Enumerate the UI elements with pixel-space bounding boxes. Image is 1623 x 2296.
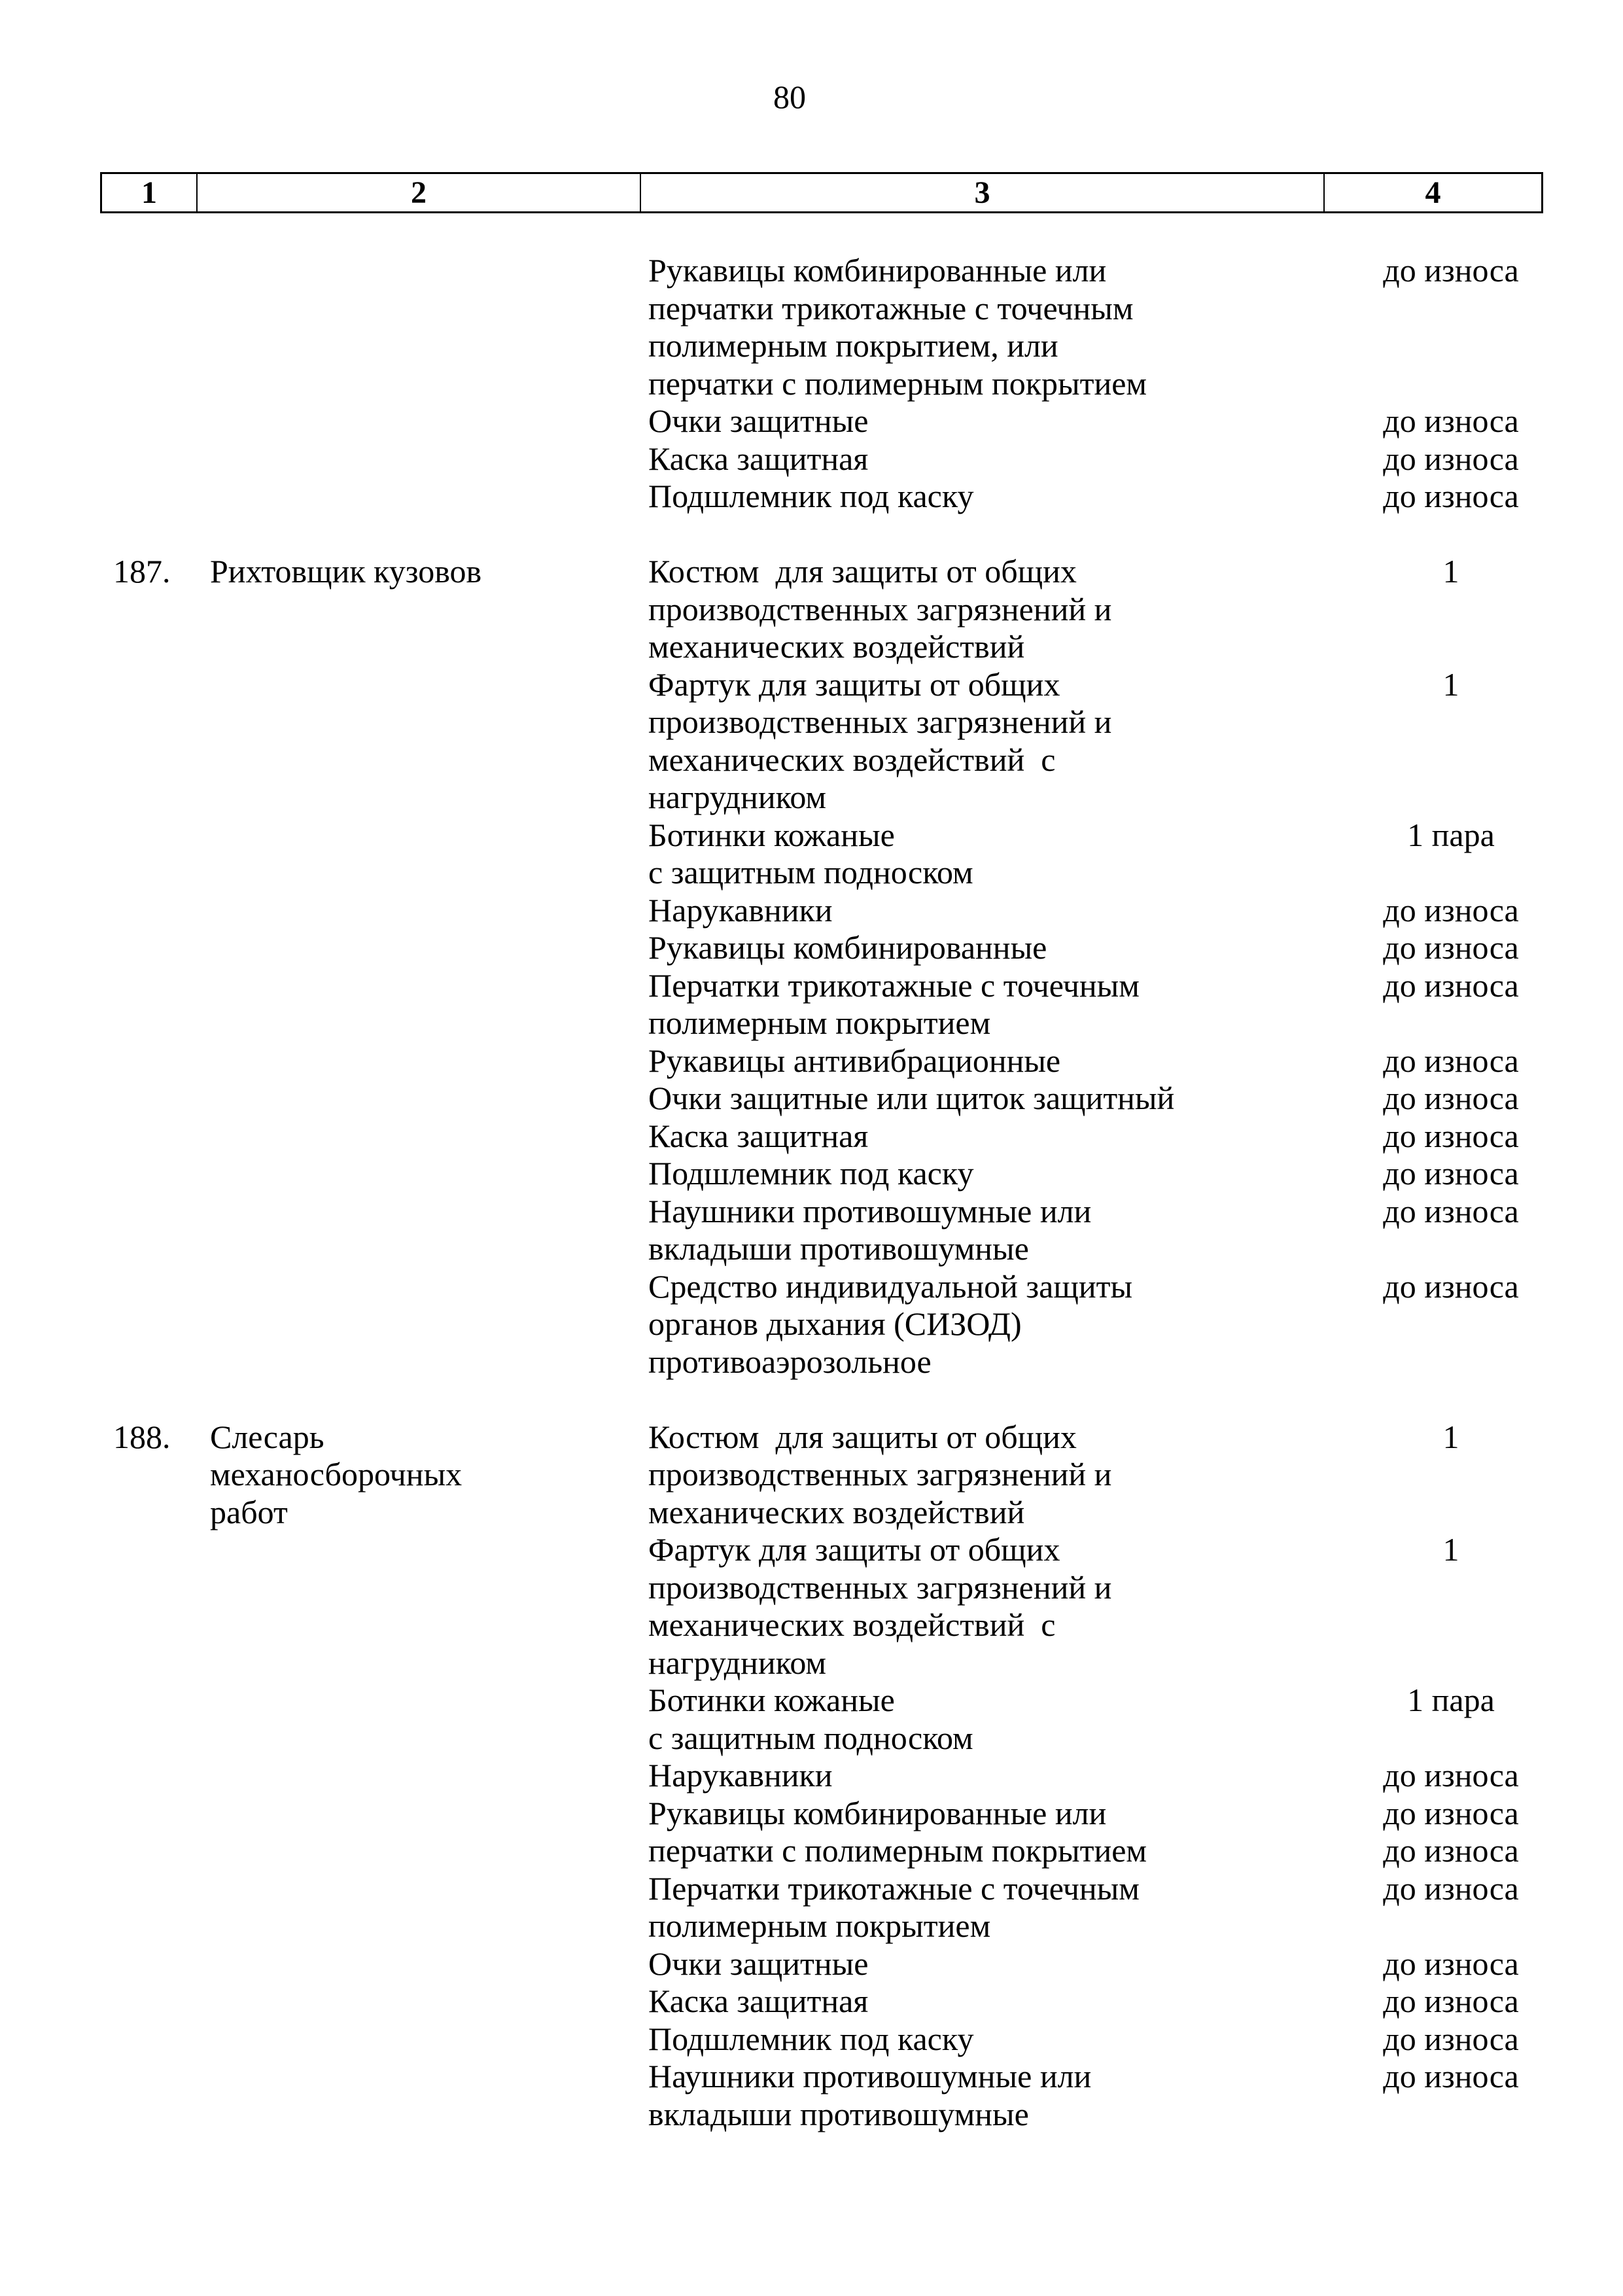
ppe-quantity: до износа	[1383, 929, 1519, 966]
ppe-item-text: перчатки трикотажные с точечным	[648, 289, 1134, 327]
ppe-item-text: Ботинки кожаные	[648, 816, 895, 853]
ppe-item-text: перчатки с полимерным покрытием	[648, 364, 1147, 402]
ppe-quantity: 1	[1442, 1418, 1459, 1455]
ppe-item-text: Подшлемник под каску	[648, 478, 974, 514]
profession-name: работ	[210, 1493, 288, 1530]
ppe-item-text: Рукавицы комбинированные	[648, 929, 1047, 966]
ppe-quantity: до износа	[1383, 1267, 1519, 1305]
ppe-item-text: полимерным покрытием	[648, 1907, 991, 1944]
ppe-quantity: до износа	[1383, 1757, 1519, 1793]
ppe-item-text: с защитным подноском	[648, 1719, 973, 1756]
profession-name: Рихтовщик кузовов	[210, 553, 482, 590]
ppe-quantity: до износа	[1383, 478, 1519, 514]
ppe-item-text: Каска защитная	[648, 1983, 869, 2019]
ppe-item-text: Нарукавники	[648, 891, 833, 928]
ppe-quantity: до износа	[1383, 1042, 1519, 1079]
ppe-item-text: механических воздействий	[648, 628, 1025, 665]
ppe-quantity: 1 пара	[1407, 816, 1495, 853]
ppe-quantity: 1	[1442, 553, 1459, 590]
ppe-item-text: Очки защитные	[648, 402, 869, 439]
ppe-quantity: до износа	[1383, 1983, 1519, 2019]
ppe-item-text: с защитным подноском	[648, 854, 973, 891]
ppe-item-text: полимерным покрытием	[648, 1004, 991, 1041]
ppe-quantity: до износа	[1383, 402, 1519, 439]
ppe-item-text: Средство индивидуальной защиты	[648, 1267, 1133, 1305]
ppe-item-text: Костюм для защиты от общих	[648, 1418, 1077, 1455]
ppe-item-text: вкладыши противошумные	[648, 2095, 1029, 2132]
ppe-quantity: до износа	[1383, 252, 1519, 289]
item-number: 187.	[113, 553, 171, 590]
ppe-item-text: нагрудником	[648, 779, 827, 815]
ppe-item-text: перчатки с полимерным покрытием	[648, 1832, 1147, 1869]
ppe-quantity: до износа	[1383, 966, 1519, 1004]
ppe-quantity: до износа	[1383, 1117, 1519, 1154]
table-header-row	[100, 172, 1543, 213]
ppe-item-text: производственных загрязнений и	[648, 1456, 1112, 1492]
ppe-item-text: Подшлемник под каску	[648, 1155, 974, 1192]
ppe-item-text: производственных загрязнений и	[648, 703, 1112, 740]
header-col-3: 3	[641, 174, 1325, 211]
header-col-4: 4	[1425, 175, 1441, 210]
item-number: 188.	[113, 1418, 171, 1455]
ppe-item-text: Подшлемник под каску	[648, 2020, 974, 2057]
ppe-item-text: Рукавицы антивибрационные	[648, 1042, 1061, 1079]
ppe-item-text: противоаэрозольное	[648, 1343, 932, 1380]
ppe-item-text: нагрудником	[648, 1644, 827, 1681]
ppe-item-text: механических воздействий с	[648, 1606, 1056, 1643]
ppe-quantity: до износа	[1383, 1869, 1519, 1907]
ppe-item-text: Перчатки трикотажные с точечным	[648, 1869, 1140, 1907]
ppe-item-text: Наушники противошумные или	[648, 2058, 1092, 2094]
ppe-quantity: до износа	[1383, 440, 1519, 477]
ppe-quantity: до износа	[1383, 1192, 1519, 1229]
ppe-item-text: механических воздействий	[648, 1493, 1025, 1530]
ppe-item-text: Очки защитные или щиток защитный	[648, 1080, 1175, 1116]
ppe-item-text: Рукавицы комбинированные или	[648, 252, 1107, 289]
header-col-2: 2	[198, 174, 641, 211]
ppe-item-text: производственных загрязнений и	[648, 1568, 1112, 1606]
ppe-item-text: Каска защитная	[648, 440, 869, 477]
ppe-quantity: 1	[1442, 665, 1459, 703]
ppe-quantity: до износа	[1383, 1832, 1519, 1869]
ppe-item-text: Ботинки кожаные	[648, 1682, 895, 1718]
ppe-quantity: до износа	[1383, 1794, 1519, 1831]
ppe-quantity: до износа	[1383, 891, 1519, 928]
ppe-item-text: Очки защитные	[648, 1945, 869, 1982]
page-number: 80	[773, 79, 806, 115]
profession-name: механосборочных	[210, 1456, 462, 1492]
ppe-item-text: полимерным покрытием, или	[648, 327, 1058, 364]
ppe-quantity: 1	[1442, 1531, 1459, 1568]
ppe-quantity: до износа	[1383, 1080, 1519, 1116]
ppe-quantity: до износа	[1383, 2020, 1519, 2057]
ppe-quantity: до износа	[1383, 1945, 1519, 1982]
ppe-item-text: Нарукавники	[648, 1757, 833, 1793]
ppe-item-text: механических воздействий с	[648, 741, 1056, 778]
ppe-item-text: Наушники противошумные или	[648, 1192, 1092, 1229]
ppe-item-text: производственных загрязнений и	[648, 590, 1112, 627]
ppe-item-text: Каска защитная	[648, 1117, 869, 1154]
ppe-item-text: Фартук для защиты от общих	[648, 665, 1060, 703]
ppe-item-text: Рукавицы комбинированные или	[648, 1794, 1107, 1831]
ppe-item-text: Костюм для защиты от общих	[648, 553, 1077, 590]
header-col-1: 1	[102, 174, 198, 211]
ppe-item-text: Перчатки трикотажные с точечным	[648, 966, 1140, 1004]
ppe-quantity: до износа	[1383, 2058, 1519, 2094]
ppe-item-text: Фартук для защиты от общих	[648, 1531, 1060, 1568]
profession-name: Слесарь	[210, 1418, 324, 1455]
ppe-quantity: до износа	[1383, 1155, 1519, 1192]
ppe-quantity: 1 пара	[1407, 1682, 1495, 1718]
ppe-item-text: вкладыши противошумные	[648, 1230, 1029, 1267]
ppe-item-text: органов дыхания (СИЗОД)	[648, 1305, 1022, 1342]
